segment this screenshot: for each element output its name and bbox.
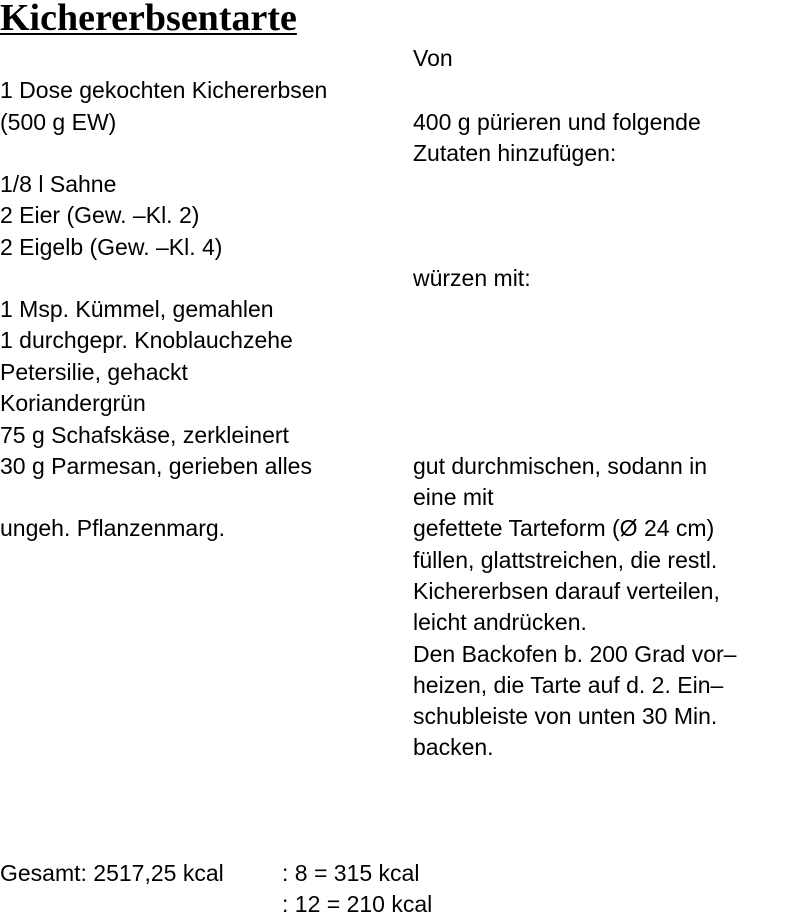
- ingredient-line: ungeh. Pflanzenmarg.: [0, 515, 226, 541]
- ingredient-line: 1/8 l Sahne: [0, 171, 117, 197]
- instruction-line: Den Backofen b. 200 Grad vor–: [413, 641, 737, 667]
- ingredient-line: 2 Eigelb (Gew. –Kl. 4): [0, 234, 223, 260]
- total-calories: Gesamt: 2517,25 kcal: [0, 860, 224, 886]
- ingredient-line: 30 g Parmesan, gerieben alles: [0, 453, 312, 479]
- instruction-line: backen.: [413, 734, 494, 760]
- instruction-line: Zutaten hinzufügen:: [413, 140, 617, 166]
- ingredient-line: 1 Dose gekochten Kichererbsen: [0, 77, 328, 103]
- ingredient-line: Koriandergrün: [0, 390, 146, 416]
- instruction-line: gut durchmischen, sodann in: [413, 453, 708, 479]
- instruction-line: eine mit: [413, 484, 494, 510]
- ingredient-line: (500 g EW): [0, 109, 117, 135]
- instruction-line: heizen, die Tarte auf d. 2. Ein–: [413, 672, 724, 698]
- instruction-line: gefettete Tarteform (Ø 24 cm): [413, 515, 715, 541]
- ingredient-line: Petersilie, gehackt: [0, 359, 188, 385]
- instruction-line: Von: [413, 45, 453, 71]
- calories-per-12: : 12 = 210 kcal: [282, 891, 433, 917]
- instruction-line: Kichererbsen darauf verteilen,: [413, 578, 720, 604]
- ingredient-line: 2 Eier (Gew. –Kl. 2): [0, 202, 200, 228]
- page-title: Kichererbsentarte: [0, 0, 297, 39]
- ingredient-line: 1 durchgepr. Knoblauchzehe: [0, 327, 293, 353]
- instruction-line: füllen, glattstreichen, die restl.: [413, 547, 718, 573]
- instruction-line: würzen mit:: [413, 265, 531, 291]
- instruction-line: leicht andrücken.: [413, 609, 587, 635]
- instruction-line: schubleiste von unten 30 Min.: [413, 703, 718, 729]
- ingredient-line: 1 Msp. Kümmel, gemahlen: [0, 296, 274, 322]
- calories-per-8: : 8 = 315 kcal: [282, 860, 420, 886]
- ingredient-line: 75 g Schafskäse, zerkleinert: [0, 422, 289, 448]
- instruction-line: 400 g pürieren und folgende: [413, 109, 701, 135]
